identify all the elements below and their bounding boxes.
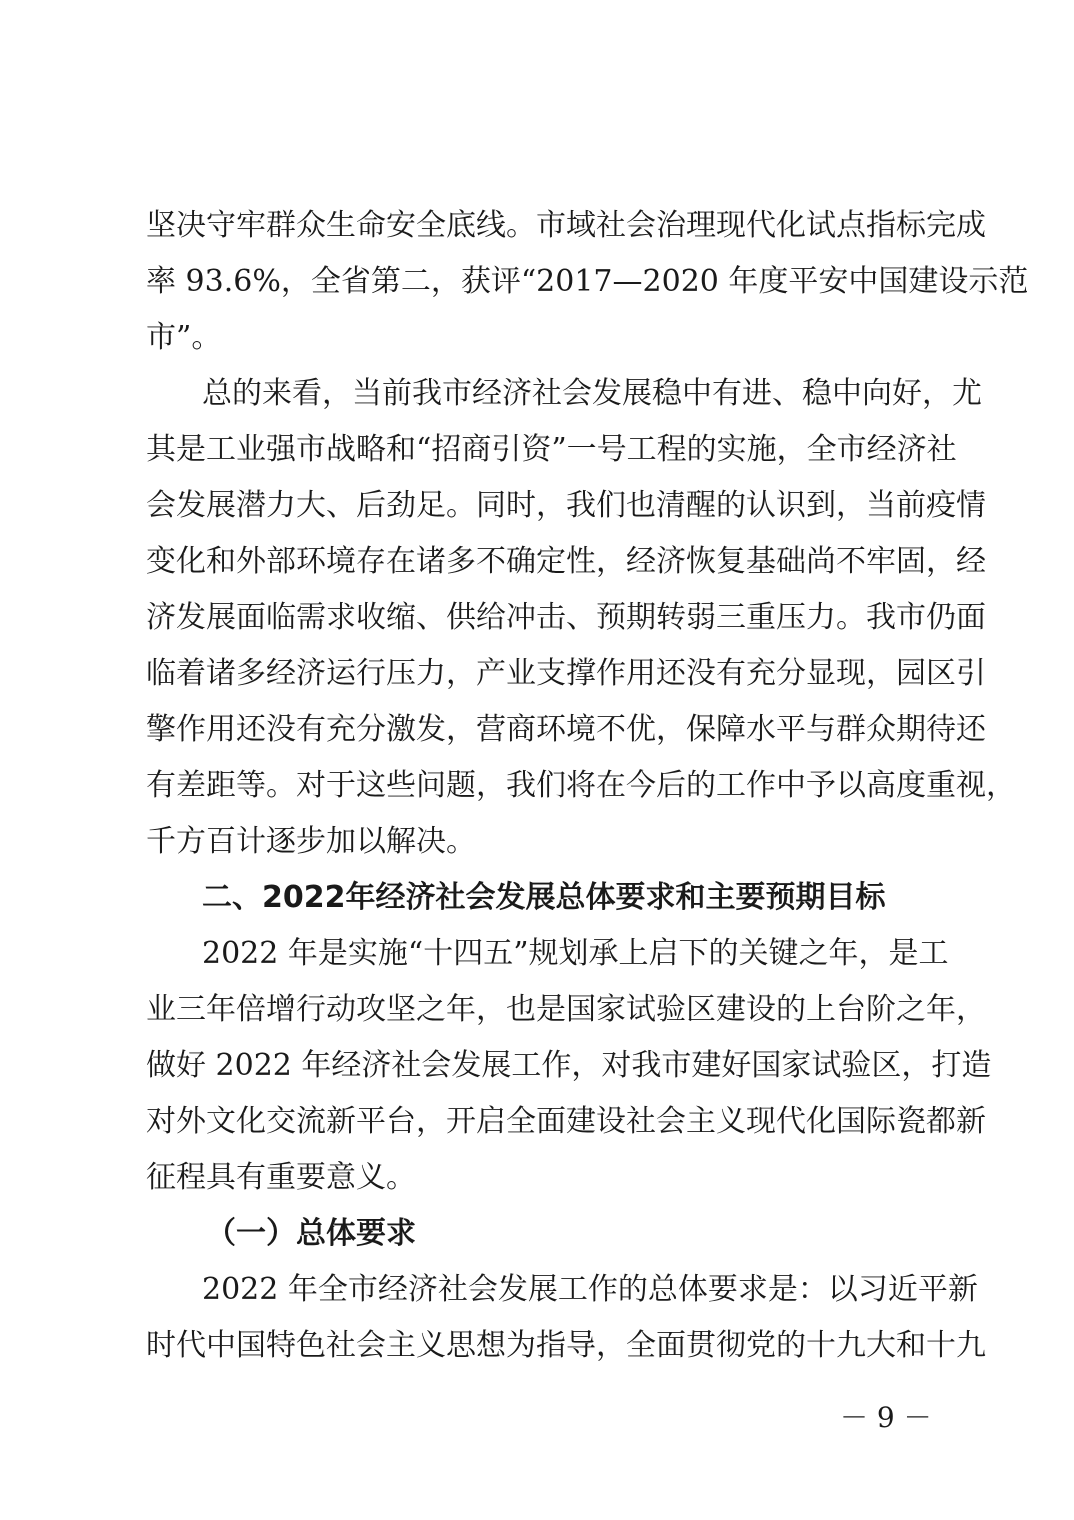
paragraph-line: 坚决守牢群众生命安全底线。市域社会治理现代化试点指标完成 <box>146 208 986 243</box>
paragraph-line: 有差距等。对于这些问题，我们将在今后的工作中予以高度重视， <box>146 768 1016 803</box>
paragraph-line: 率 93.6%，全省第二，获评“2017—2020 年度平安中国建设示范 <box>146 264 1029 299</box>
paragraph-line: 会发展潜力大、后劲足。同时，我们也清醒的认识到，当前疫情 <box>146 488 986 523</box>
paragraph-line: 征程具有重要意义。 <box>146 1160 416 1195</box>
paragraph-line: 其是工业强市战略和“招商引资”一号工程的实施，全市经济社 <box>146 432 957 467</box>
section-heading: 二、2022年经济社会发展总体要求和主要预期目标 <box>202 880 886 915</box>
paragraph-line: 市”。 <box>146 320 222 355</box>
paragraph-line: 总的来看，当前我市经济社会发展稳中有进、稳中向好，尤 <box>202 376 982 411</box>
subsection-heading: （一）总体要求 <box>206 1216 416 1251</box>
paragraph-line: 济发展面临需求收缩、供给冲击、预期转弱三重压力。我市仍面 <box>146 600 986 635</box>
page-number: － 9 － <box>840 1401 932 1434</box>
paragraph-line: 2022 年全市经济社会发展工作的总体要求是：以习近平新 <box>202 1272 978 1307</box>
paragraph-line: 变化和外部环境存在诸多不确定性，经济恢复基础尚不牢固，经 <box>146 544 986 579</box>
paragraph-line: 对外文化交流新平台，开启全面建设社会主义现代化国际瓷都新 <box>146 1104 986 1139</box>
paragraph-line: 千方百计逐步加以解决。 <box>146 824 476 859</box>
paragraph-line: 业三年倍增行动攻坚之年，也是国家试验区建设的上台阶之年， <box>146 992 986 1027</box>
paragraph-line: 擎作用还没有充分激发，营商环境不优，保障水平与群众期待还 <box>146 712 986 747</box>
paragraph-line: 2022 年是实施“十四五”规划承上启下的关键之年，是工 <box>202 936 949 971</box>
paragraph-line: 做好 2022 年经济社会发展工作，对我市建好国家试验区，打造 <box>146 1048 992 1083</box>
paragraph-line: 时代中国特色社会主义思想为指导，全面贯彻党的十九大和十九 <box>146 1328 986 1363</box>
paragraph-line: 临着诸多经济运行压力，产业支撑作用还没有充分显现，园区引 <box>146 656 986 691</box>
